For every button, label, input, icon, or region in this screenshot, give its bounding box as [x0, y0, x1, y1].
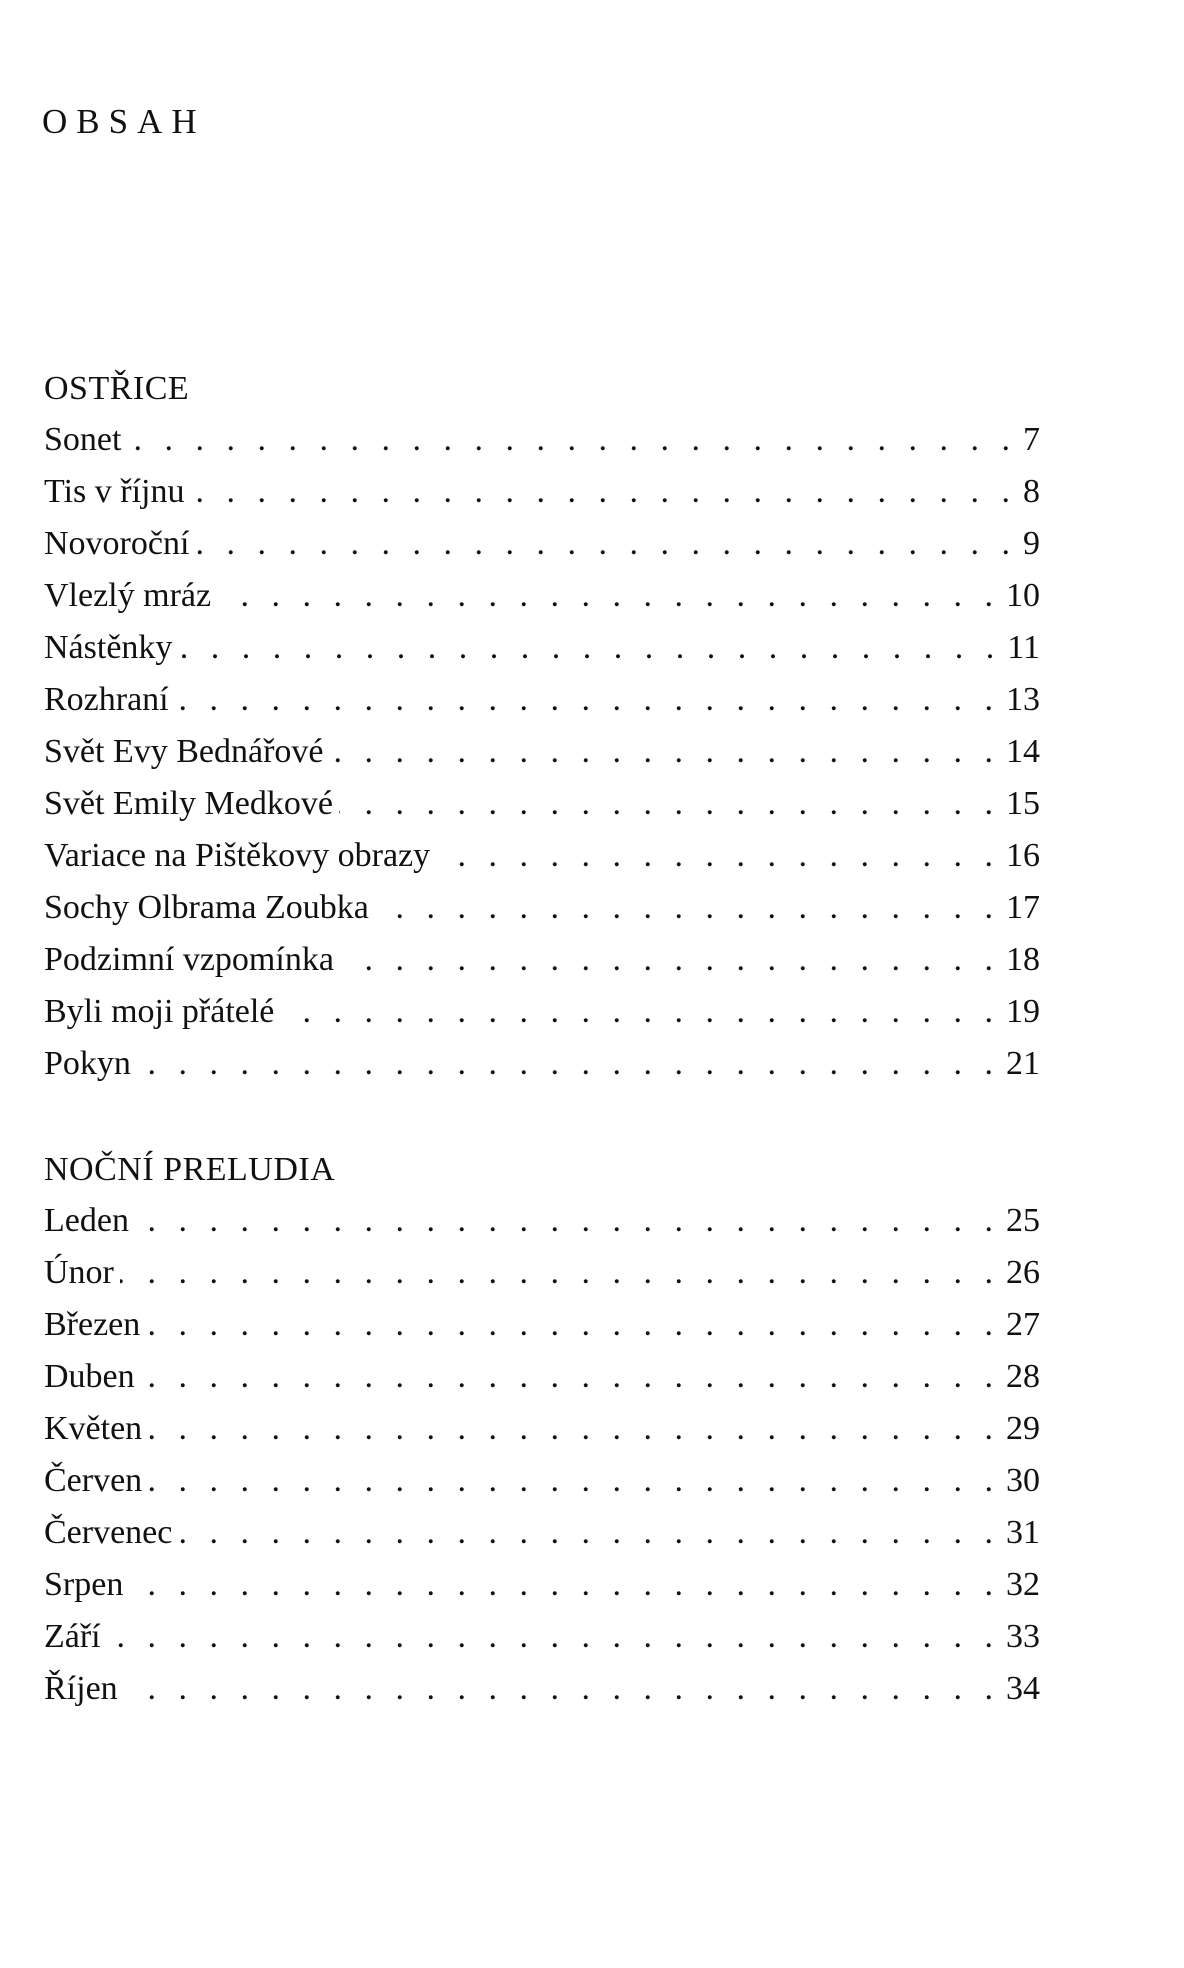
toc-entry [44, 726, 1040, 778]
dot-leader [178, 622, 1001, 674]
entry-page-number: 27 [1006, 1306, 1040, 1343]
toc-entry [44, 1403, 1040, 1455]
toc-entry [44, 1559, 1040, 1611]
entry-page-number: 17 [1006, 889, 1040, 926]
entry-page-number: 15 [1006, 785, 1040, 822]
dot-leader [175, 674, 1000, 726]
entry-page-number: 26 [1006, 1254, 1040, 1291]
dot-leader [340, 934, 1000, 986]
toc-entry [44, 778, 1040, 830]
entry-page-number: 21 [1006, 1045, 1040, 1082]
toc-entry [44, 934, 1040, 986]
entry-page-number: 10 [1006, 577, 1040, 614]
toc-entry [44, 882, 1040, 934]
dot-leader [107, 1611, 1000, 1663]
dot-leader [148, 1403, 1000, 1455]
entry-page-number: 16 [1006, 837, 1040, 874]
toc-section-ostrice [44, 366, 1040, 1090]
entry-page-number: 31 [1006, 1514, 1040, 1551]
page-title: OBSAH [42, 102, 206, 141]
entry-title: Říjen [44, 1670, 118, 1707]
dot-leader [330, 726, 1001, 778]
entry-title: Svět Evy Bednářové [44, 733, 324, 770]
toc-entry [44, 1663, 1040, 1715]
entry-page-number: 33 [1006, 1618, 1040, 1655]
entry-title: Variace na Pištěkovy obrazy [44, 837, 431, 874]
entry-page-number: 11 [1007, 629, 1040, 666]
toc-entry [44, 466, 1040, 518]
entry-title: Leden [44, 1202, 129, 1239]
toc-entry [44, 1038, 1040, 1090]
entry-title: Sonet [44, 421, 122, 458]
section-heading: OSTŘICE [44, 370, 190, 407]
dot-leader [195, 518, 1017, 570]
entry-title: Pokyn [44, 1045, 131, 1082]
entry-title: Sochy Olbrama Zoubka [44, 889, 369, 926]
toc-entry [44, 1351, 1040, 1403]
entry-page-number: 9 [1023, 525, 1040, 562]
entry-page-number: 25 [1006, 1202, 1040, 1239]
entry-title: Nástěnky [44, 629, 173, 666]
entry-title: Únor [44, 1254, 114, 1291]
dot-leader [137, 1038, 1000, 1090]
dot-leader [129, 1559, 1000, 1611]
entry-title: Červenec [44, 1514, 173, 1551]
entry-page-number: 28 [1006, 1358, 1040, 1395]
entry-page-number: 30 [1006, 1462, 1040, 1499]
entry-title: Duben [44, 1358, 135, 1395]
entry-title: Byli moji přátelé [44, 993, 275, 1030]
entry-title: Vlezlý mráz [44, 577, 212, 614]
entry-title: Září [44, 1618, 101, 1655]
dot-leader [375, 882, 1000, 934]
entry-page-number: 18 [1006, 941, 1040, 978]
toc-entry [44, 986, 1040, 1038]
toc-entry [44, 1299, 1040, 1351]
dot-leader [120, 1247, 1000, 1299]
dot-leader [217, 570, 1000, 622]
entry-title: Březen [44, 1306, 141, 1343]
entry-title: Podzimní vzpomínka [44, 941, 334, 978]
toc-entry [44, 1455, 1040, 1507]
dot-leader [190, 466, 1017, 518]
toc-section-nocni-preludia [44, 1147, 1040, 1715]
entry-title: Červen [44, 1462, 143, 1499]
entry-page-number: 19 [1006, 993, 1040, 1030]
dot-leader [135, 1195, 1000, 1247]
section-heading: NOČNÍ PRELUDIA [44, 1151, 336, 1188]
dot-leader [178, 1507, 1000, 1559]
toc-entry [44, 830, 1040, 882]
entry-page-number: 32 [1006, 1566, 1040, 1603]
dot-leader [339, 778, 1000, 830]
toc-entry [44, 674, 1040, 726]
entry-page-number: 13 [1006, 681, 1040, 718]
toc-entry [44, 1247, 1040, 1299]
entry-page-number: 34 [1006, 1670, 1040, 1707]
dot-leader [127, 414, 1017, 466]
entry-page-number: 29 [1006, 1410, 1040, 1447]
toc-entry [44, 518, 1040, 570]
entry-title: Rozhraní [44, 681, 169, 718]
dot-leader [124, 1663, 1000, 1715]
toc-entry [44, 1611, 1040, 1663]
toc-list [44, 1195, 1040, 1715]
entry-title: Květen [44, 1410, 143, 1447]
dot-leader [148, 1455, 1000, 1507]
toc-entry [44, 622, 1040, 674]
entry-title: Tis v říjnu [44, 473, 185, 510]
entry-title: Novoroční [44, 525, 190, 562]
entry-page-number: 14 [1006, 733, 1040, 770]
entry-title: Svět Emily Medkové [44, 785, 333, 822]
toc-entry [44, 414, 1040, 466]
entry-page-number: 8 [1023, 473, 1040, 510]
dot-leader [141, 1351, 1000, 1403]
toc-entry [44, 570, 1040, 622]
dot-leader [436, 830, 1000, 882]
dot-leader [280, 986, 1000, 1038]
dot-leader [146, 1299, 1000, 1351]
entry-page-number: 7 [1023, 421, 1040, 458]
toc-entry [44, 1507, 1040, 1559]
toc-list [44, 414, 1040, 1090]
toc-entry [44, 1195, 1040, 1247]
entry-title: Srpen [44, 1566, 124, 1603]
